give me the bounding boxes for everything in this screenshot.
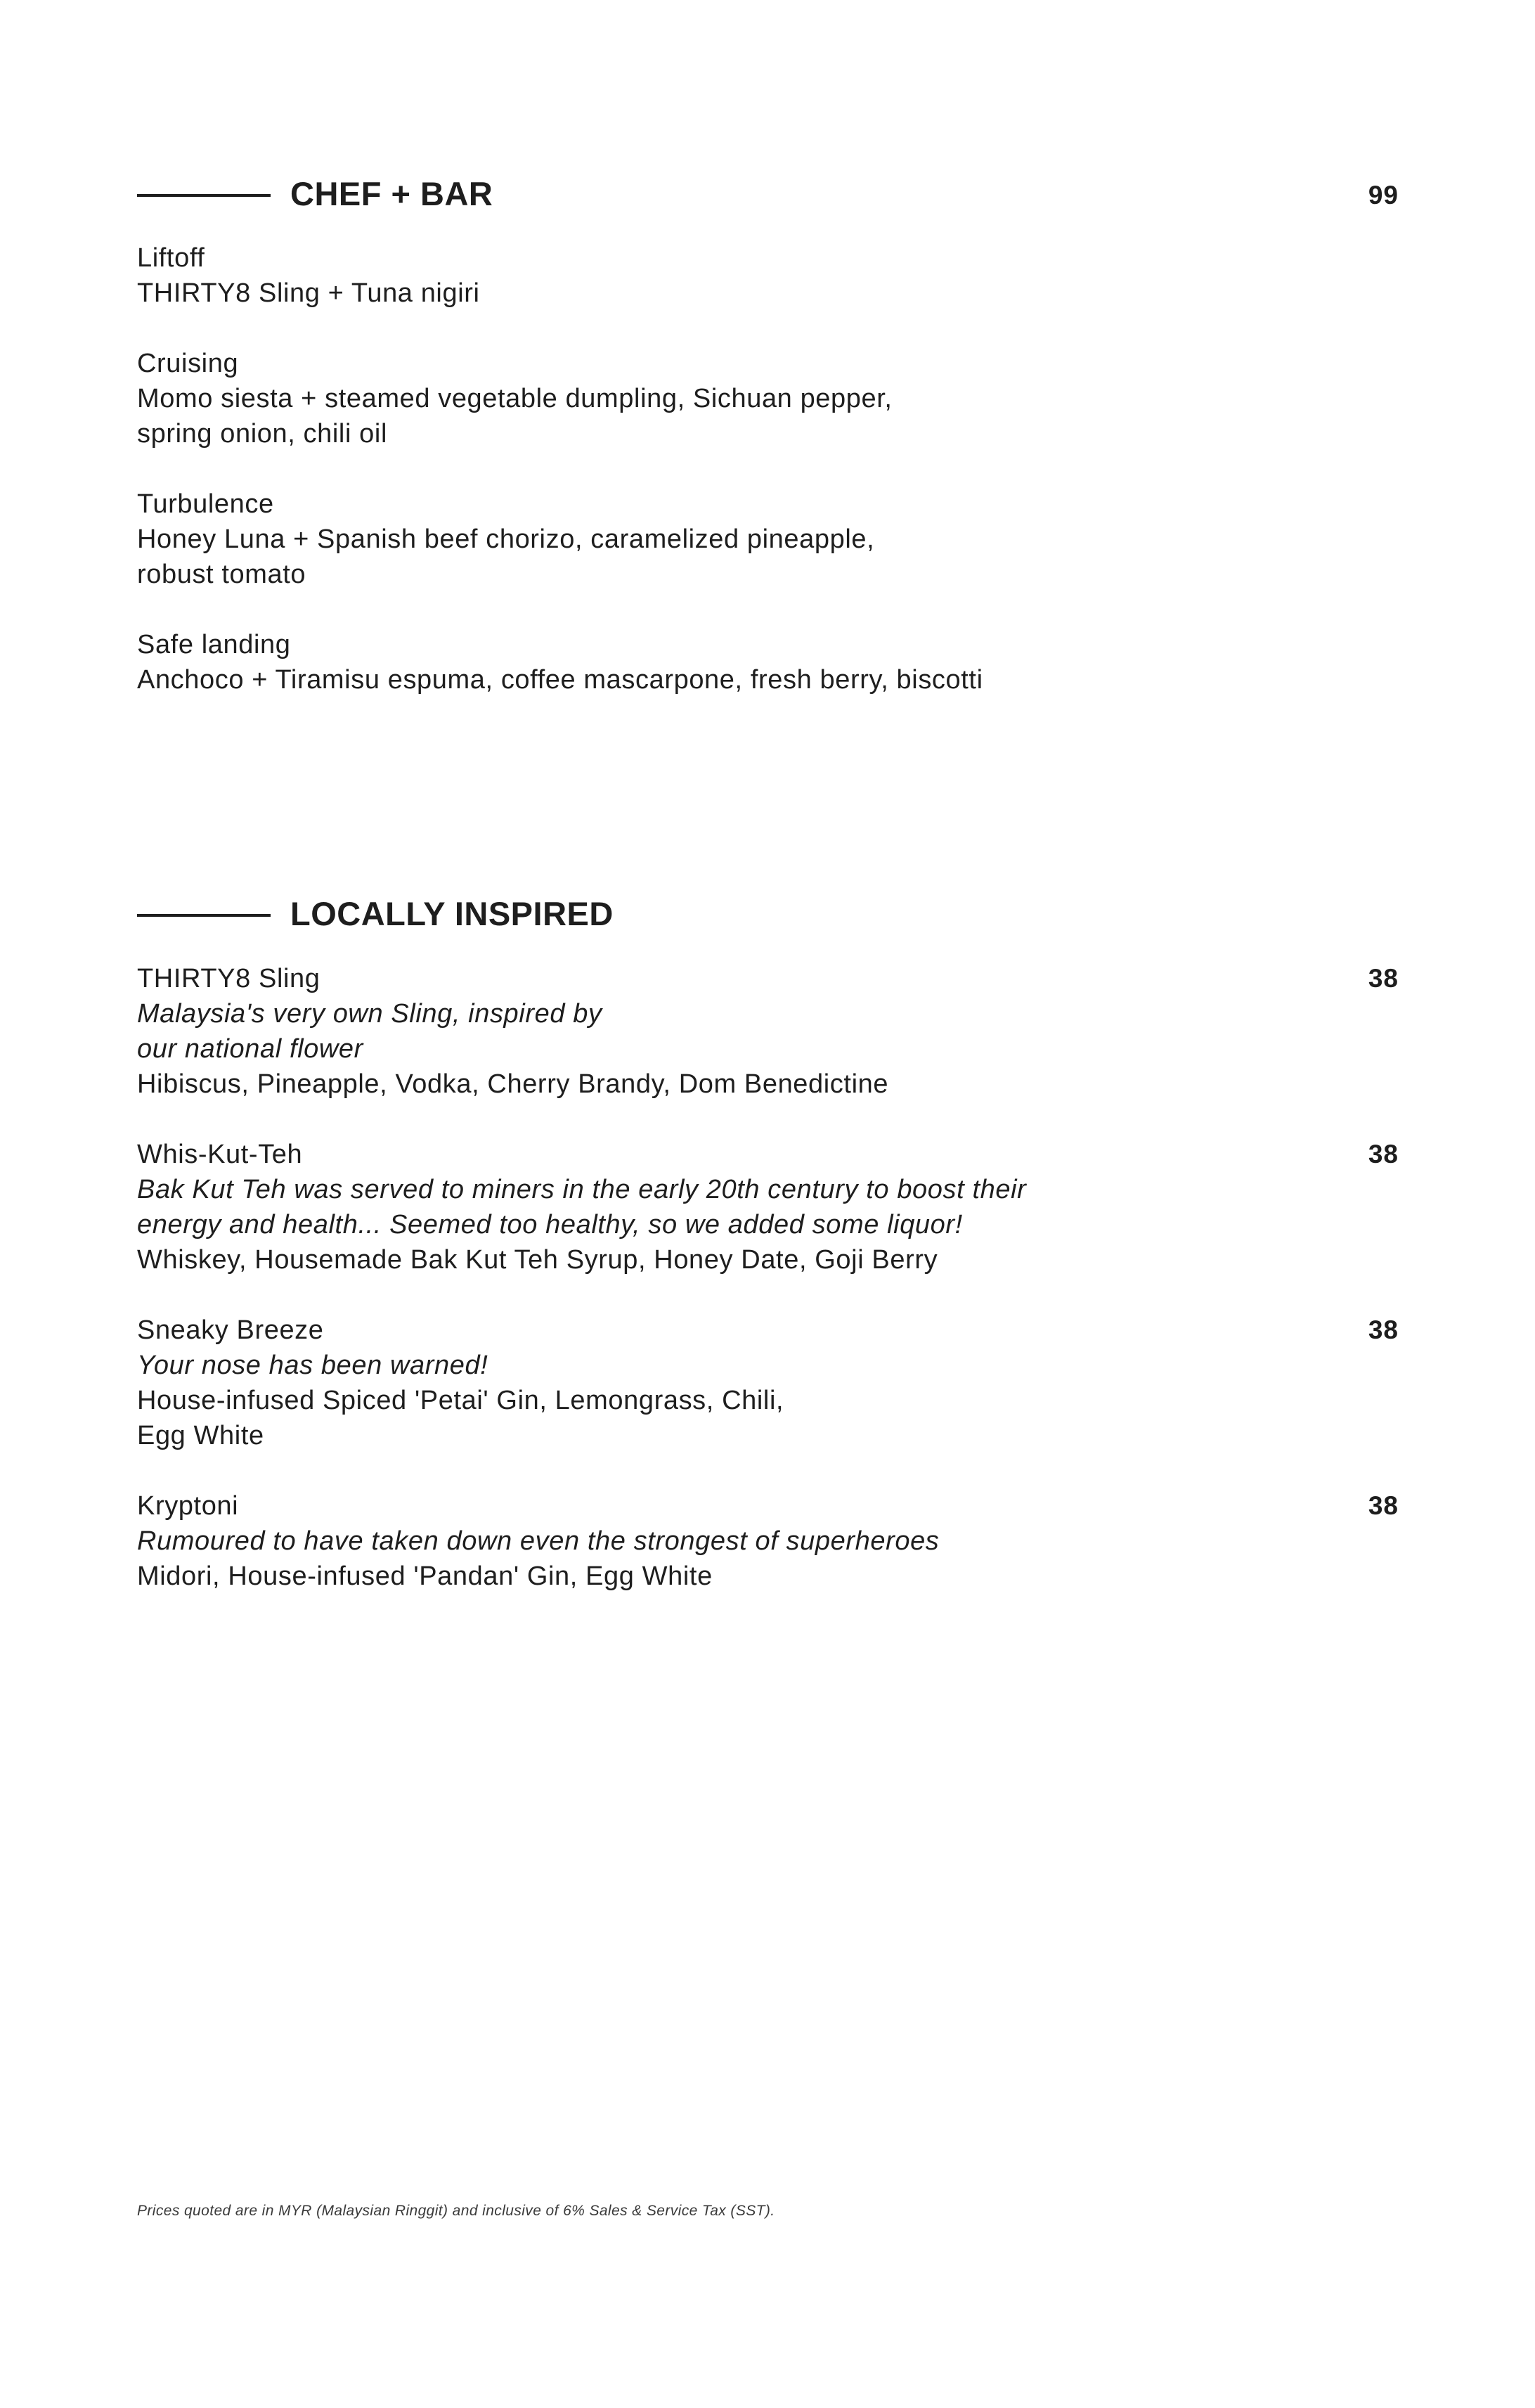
- section-chef-bar: [137, 173, 1399, 695]
- item-name: Kryptoni: [137, 1491, 239, 1521]
- item-price: 38: [1368, 1315, 1399, 1344]
- item-pairing: THIRTY8 Sling + Tuna nigiri: [137, 278, 480, 308]
- item-pairing: robust tomato: [137, 560, 306, 589]
- menu-item-thirty8-sling: [137, 961, 1399, 1102]
- item-pairing: Momo siesta + steamed vegetable dumpling, Sichuan pepper,: [137, 384, 893, 413]
- item-ingredients: House-infused Spiced 'Petai' Gin, Lemongrass, Chili,: [137, 1386, 784, 1415]
- menu-item-safe-landing: [137, 627, 1399, 697]
- menu-item-kryptoni: [137, 1488, 1399, 1594]
- item-pairing: Honey Luna + Spanish beef chorizo, caramelized pineapple,: [137, 524, 875, 554]
- item-name: THIRTY8 Sling: [137, 964, 320, 993]
- section-header: [137, 893, 1399, 935]
- item-price: 38: [1368, 1140, 1399, 1168]
- item-description: Malaysia's very own Sling, inspired by: [137, 999, 602, 1029]
- item-ingredients: Egg White: [137, 1421, 264, 1450]
- item-name: Cruising: [137, 349, 239, 378]
- price-disclaimer: Prices quoted are in MYR (Malaysian Ringgit) and inclusive of 6% Sales & Service Tax (SST).: [137, 2203, 775, 2219]
- heading-rule: [137, 194, 271, 197]
- item-price: 38: [1368, 964, 1399, 993]
- section-title: CHEF + BAR: [290, 175, 493, 212]
- item-ingredients: Whiskey, Housemade Bak Kut Teh Syrup, Honey Date, Goji Berry: [137, 1245, 938, 1275]
- item-name: Whis-Kut-Teh: [137, 1140, 303, 1169]
- item-description: Bak Kut Teh was served to miners in the early 20th century to boost their: [137, 1175, 1027, 1204]
- item-name: Safe landing: [137, 630, 291, 659]
- item-pairing: Anchoco + Tiramisu espuma, coffee mascarpone, fresh berry, biscotti: [137, 665, 983, 695]
- item-description: Rumoured to have taken down even the strongest of superheroes: [137, 1526, 940, 1556]
- menu-item-liftoff: [137, 240, 1399, 311]
- menu-item-cruising: [137, 346, 1399, 451]
- item-name: Sneaky Breeze: [137, 1315, 324, 1345]
- menu-item-sneaky-breeze: [137, 1313, 1399, 1453]
- section-header: [137, 173, 1399, 215]
- heading-rule: [137, 914, 271, 917]
- menu-items: [137, 961, 1399, 1629]
- menu-item-whis-kut-teh: [137, 1137, 1399, 1277]
- item-name: Liftoff: [137, 243, 205, 273]
- section-price: 99: [1368, 181, 1399, 210]
- item-ingredients: Hibiscus, Pineapple, Vodka, Cherry Brandy, Dom Benedictine: [137, 1069, 889, 1099]
- item-name: Turbulence: [137, 489, 274, 519]
- item-description: energy and health... Seemed too healthy, so we added some liquor!: [137, 1210, 963, 1240]
- item-pairing: spring onion, chili oil: [137, 419, 387, 449]
- menu-item-turbulence: [137, 487, 1399, 592]
- section-locally-inspired: [137, 893, 1399, 1591]
- menu-items: [137, 240, 1399, 733]
- item-price: 38: [1368, 1491, 1399, 1520]
- item-ingredients: Midori, House-infused 'Pandan' Gin, Egg White: [137, 1562, 713, 1591]
- section-title: LOCALLY INSPIRED: [290, 895, 614, 932]
- item-description: Your nose has been warned!: [137, 1351, 488, 1380]
- item-description: our national flower: [137, 1034, 363, 1064]
